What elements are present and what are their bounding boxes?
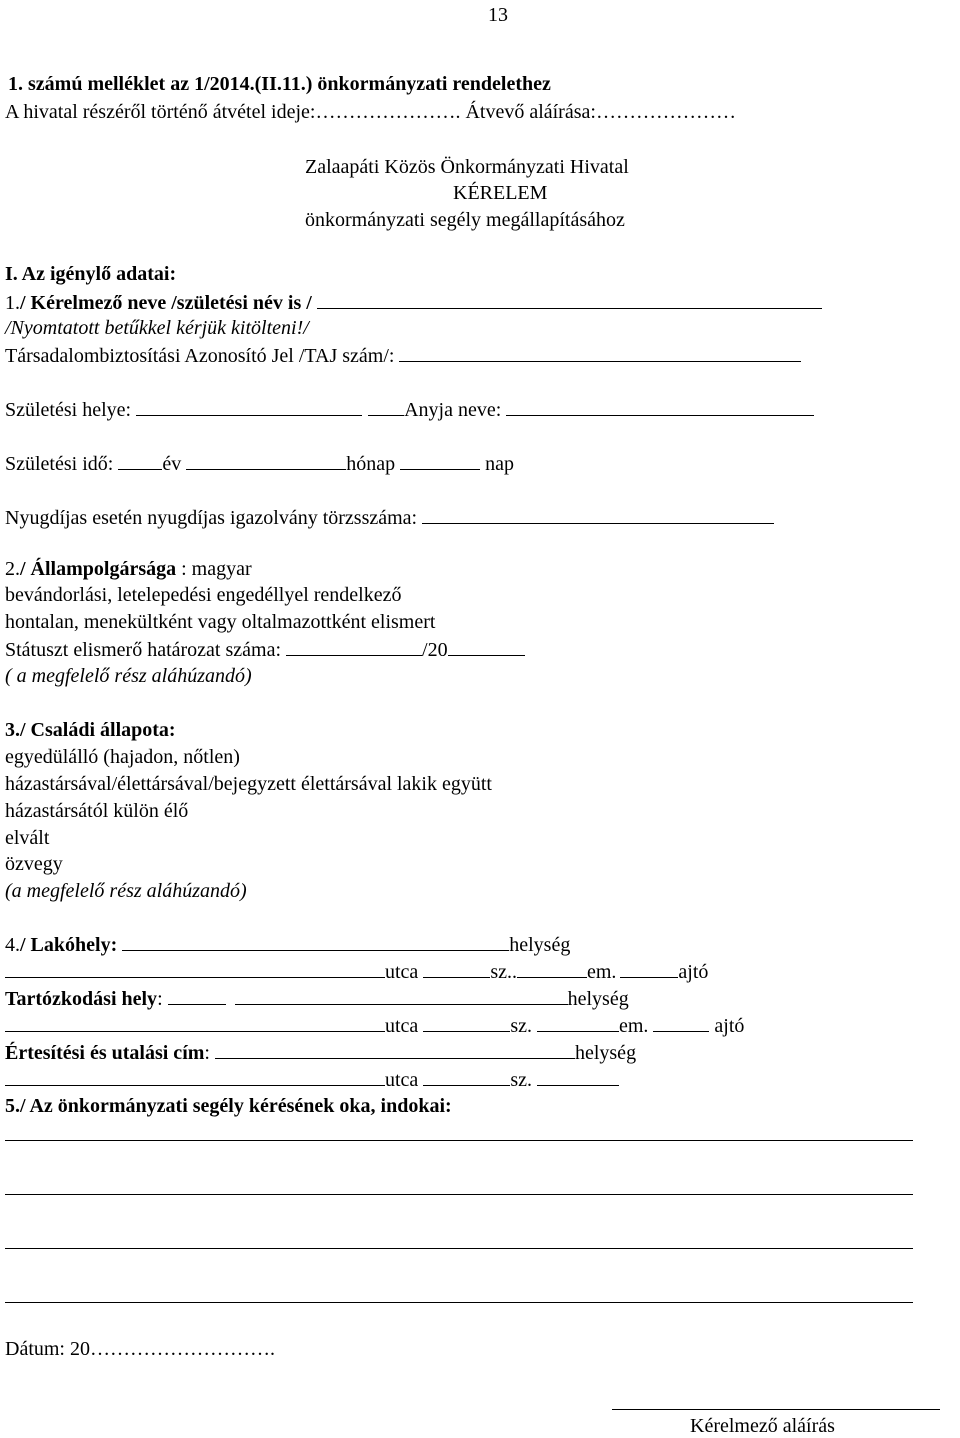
taj-label: Társadalombiztosítási Azonosító Jel /TAJ szám/: xyxy=(5,345,395,367)
stay-utca: utca xyxy=(385,1015,419,1037)
notify-helyseg: helység xyxy=(574,1042,637,1064)
notify-number-field[interactable] xyxy=(423,1067,510,1086)
birthdate-label: Születési idő: xyxy=(5,453,114,475)
reason-line-3[interactable] xyxy=(5,1248,913,1249)
notify-street-field[interactable] xyxy=(5,1067,385,1086)
marital-option-4: elvált xyxy=(5,827,50,849)
stay-number-field[interactable] xyxy=(423,1013,510,1032)
name-field[interactable] xyxy=(317,290,822,309)
document-subject: önkormányzati segély megállapításához xyxy=(305,209,625,231)
stay-town-field[interactable] xyxy=(235,986,568,1005)
notify-label: Értesítési és utalási cím xyxy=(5,1042,205,1064)
year-field[interactable] xyxy=(118,451,162,470)
residence-town-field[interactable] xyxy=(122,932,509,951)
day-field[interactable] xyxy=(400,451,480,470)
status-year-label: /20 xyxy=(422,639,448,661)
residence-floor-field[interactable] xyxy=(517,959,587,978)
date-line xyxy=(5,1337,275,1361)
stay-street-line xyxy=(5,1013,744,1038)
reason-line-2[interactable] xyxy=(5,1194,913,1195)
citizenship-option-1: bevándorlási, letelepedési engedéllyel rendelkező xyxy=(5,584,402,606)
notify-floor-field[interactable] xyxy=(537,1067,619,1086)
birthdate-line xyxy=(5,451,514,476)
year-label: év xyxy=(162,453,182,475)
section3-heading: 3./ Családi állapota: xyxy=(5,719,176,741)
notify-sz: sz. xyxy=(510,1069,532,1091)
name-num: 1. xyxy=(5,292,20,314)
stay-colon: : xyxy=(157,988,163,1010)
residence-ajto: ajtó xyxy=(678,961,709,983)
stay-em: em. xyxy=(618,1015,649,1037)
residence-utca: utca xyxy=(385,961,419,983)
marital-option-2: házastársával/élettársával/bejegyzett élettársával lakik együtt xyxy=(5,773,492,795)
residence-num: 4. xyxy=(5,934,20,956)
residence-door-field[interactable] xyxy=(620,959,678,978)
residence-label: / Lakóhely: xyxy=(20,934,118,956)
citizenship-label: / Állampolgársága xyxy=(20,558,177,580)
status-label: Státuszt elismerő határozat száma: xyxy=(5,639,282,661)
birthplace-field[interactable] xyxy=(136,397,362,416)
marital-option-3: házastársától külön élő xyxy=(5,800,189,822)
day-label: nap xyxy=(485,453,514,475)
residence-number-field[interactable] xyxy=(423,959,490,978)
stay-ajto: ajtó xyxy=(714,1015,745,1037)
section5-heading: 5./ Az önkormányzati segély kérésének oka, indokai: xyxy=(5,1095,452,1117)
citizenship-num: 2. xyxy=(5,558,20,580)
date-dots[interactable]: ………………………. xyxy=(90,1338,275,1360)
receiver-dots: ………………… xyxy=(595,101,736,123)
reason-line-1[interactable] xyxy=(5,1140,913,1141)
taj-field[interactable] xyxy=(399,343,801,362)
stay-label: Tartózkodási hely xyxy=(5,988,158,1010)
receipt-label: A hivatal részéről történő átvétel ideje: xyxy=(5,101,316,123)
section1-heading: I. Az igénylő adatai: xyxy=(5,263,177,285)
date-label: Dátum: 20 xyxy=(5,1338,90,1360)
stay-sz: sz. xyxy=(510,1015,532,1037)
status-line xyxy=(5,637,525,662)
applicant-name-line xyxy=(5,290,822,315)
residence-sz: sz.. xyxy=(490,961,517,983)
mother-name-gap xyxy=(368,397,404,416)
marital-option-5: özvegy xyxy=(5,853,63,875)
stay-door-field[interactable] xyxy=(653,1013,709,1032)
annex-reference: 1. számú melléklet az 1/2014.(II.11.) önkormányzati rendelethez xyxy=(8,73,551,95)
notify-utca: utca xyxy=(385,1069,419,1091)
taj-line xyxy=(5,343,801,368)
signature-label: Kérelmező aláírás xyxy=(690,1415,835,1437)
name-label: / Kérelmező neve /születési név is / xyxy=(20,292,312,314)
signature-line[interactable] xyxy=(612,1409,940,1410)
office-title: Zalaapáti Közös Önkormányzati Hivatal xyxy=(305,156,629,178)
stay-line xyxy=(5,986,629,1011)
month-label: hónap xyxy=(346,453,396,475)
citizenship-note: ( a megfelelő rész aláhúzandó) xyxy=(5,665,252,687)
citizenship-option-2: hontalan, menekültként vagy oltalmazottként elismert xyxy=(5,611,436,633)
residence-em: em. xyxy=(586,961,617,983)
notify-colon: : xyxy=(204,1042,210,1064)
pension-label: Nyugdíjas esetén nyugdíjas igazolvány törzsszáma: xyxy=(5,507,418,529)
birthplace-line xyxy=(5,397,814,422)
mother-label: Anyja neve: xyxy=(404,399,502,421)
receipt-sep: . xyxy=(455,101,466,123)
receiver-label: Átvevő aláírása: xyxy=(465,101,596,123)
stay-street-field[interactable] xyxy=(5,1013,385,1032)
residence-helyseg: helység xyxy=(509,934,571,956)
reason-line-4[interactable] xyxy=(5,1302,913,1303)
page-number: 13 xyxy=(488,4,508,26)
pension-field[interactable] xyxy=(422,505,774,524)
month-field[interactable] xyxy=(186,451,346,470)
pension-line xyxy=(5,505,774,530)
stay-field-short[interactable] xyxy=(168,986,226,1005)
notify-line xyxy=(5,1040,636,1065)
marital-option-1: egyedülálló (hajadon, nőtlen) xyxy=(5,746,240,768)
notify-town-field[interactable] xyxy=(215,1040,575,1059)
residence-line xyxy=(5,932,570,957)
marital-note: (a megfelelő rész aláhúzandó) xyxy=(5,880,247,902)
citizenship-value: : magyar xyxy=(176,558,252,580)
status-number-field[interactable] xyxy=(286,637,422,656)
residence-street-line xyxy=(5,959,708,984)
citizenship-line xyxy=(5,557,252,581)
name-hint: /Nyomtatott betűkkel kérjük kitölteni!/ xyxy=(5,317,309,339)
receipt-dots: ………………… xyxy=(315,101,456,123)
status-year-field[interactable] xyxy=(448,637,525,656)
stay-helyseg: helység xyxy=(567,988,629,1010)
notify-street-line xyxy=(5,1067,619,1092)
receipt-line xyxy=(5,100,736,124)
stay-floor-field[interactable] xyxy=(537,1013,619,1032)
document-title: KÉRELEM xyxy=(453,182,548,204)
mother-field[interactable] xyxy=(506,397,814,416)
birthplace-label: Születési helye: xyxy=(5,399,132,421)
residence-street-field[interactable] xyxy=(5,959,385,978)
